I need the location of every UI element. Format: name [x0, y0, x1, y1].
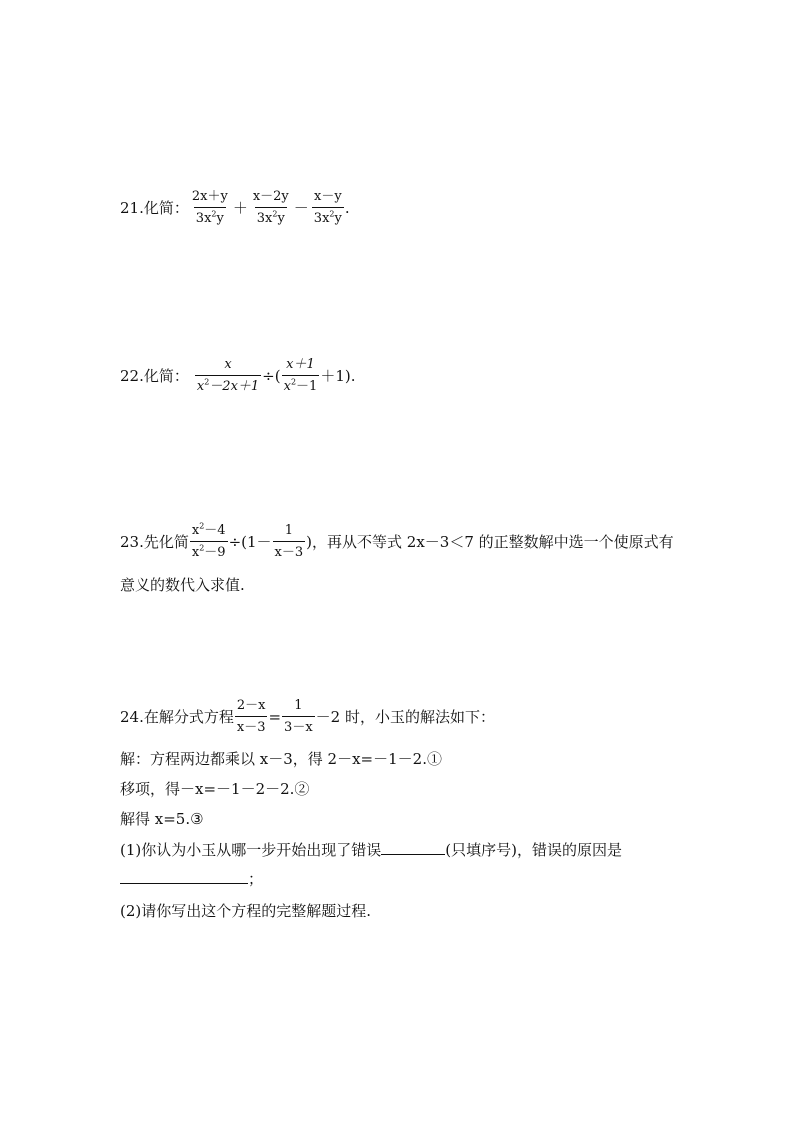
- q24-part-1-text-a: (1)你认为小玉从哪一步开始出现了错误: [120, 841, 382, 859]
- q21-f3-den-post: y: [334, 211, 342, 226]
- q24-f1-numerator: 2－x: [236, 698, 266, 713]
- q22-f2-den-exp: 2: [290, 377, 297, 387]
- q21-f1-den-exp: 2: [211, 209, 217, 219]
- q23-divide-open: ÷(1－: [228, 533, 272, 551]
- question-23: [120, 522, 674, 561]
- q21-f3-denominator: [312, 207, 344, 227]
- q24-f2-numerator: 1: [294, 698, 303, 713]
- q21-f1-den-pre: 3x: [195, 211, 212, 226]
- q24-step-1: 解：方程两边都乘以 x－3，得 2－x=－1－2.①: [120, 750, 442, 768]
- q22-f1-den-rest: －2x＋1: [209, 379, 260, 394]
- q22-f1-numerator: x: [224, 357, 232, 372]
- question-21: [120, 188, 350, 227]
- q21-minus-sign: －: [293, 199, 309, 217]
- q21-f3-den-pre: 3x: [313, 211, 330, 226]
- q21-f2-den-exp: 2: [272, 209, 278, 219]
- q21-f3-numerator: x－y: [313, 189, 342, 204]
- q21-label: 21.化简：: [120, 199, 189, 217]
- q21-f2-numerator: x－2y: [252, 189, 289, 204]
- q22-f2-den-var: x: [283, 379, 291, 394]
- q21-f2-denominator: [255, 207, 287, 227]
- q24-part-2: (2)请你写出这个方程的完整解题过程.: [120, 902, 372, 920]
- q23-f1-num-rest: －4: [204, 523, 226, 538]
- q23-text-line-2: 意义的数代入求值.: [120, 576, 245, 594]
- q22-divide-open: ÷(: [262, 366, 281, 385]
- q23-f1-den-exp: 2: [199, 543, 205, 553]
- q24-part-1-text-b: (只填序号)，错误的原因是: [445, 841, 622, 859]
- q24-answer-blank-reason[interactable]: [120, 869, 248, 884]
- q24-answer-blank-step[interactable]: [381, 840, 445, 855]
- q24-part-1-end: ；: [248, 870, 264, 888]
- q24-step-3: 解得 x=5.③: [120, 810, 204, 828]
- q24-part-1: [120, 839, 622, 860]
- q22-f2-numerator: x＋1: [286, 357, 315, 372]
- q24-f1-denominator: x－3: [235, 716, 268, 736]
- q21-f1-den-post: y: [216, 211, 224, 226]
- q23-fraction-2: [273, 522, 306, 561]
- q21-f2-den-post: y: [277, 211, 285, 226]
- q21-fraction-2: [251, 188, 291, 227]
- q22-label: 22.化简：: [120, 367, 189, 385]
- q24-equals-sign: =: [268, 707, 282, 726]
- q21-f3-den-exp: 2: [329, 209, 335, 219]
- q22-fraction-2: [282, 356, 320, 395]
- q24-fraction-1: [235, 697, 268, 736]
- q23-f2-denominator: x－3: [273, 541, 306, 561]
- q23-fraction-1: [190, 522, 228, 561]
- q23-text-line-1: )，再从不等式 2x－3＜7 的正整数解中选一个使原式有: [306, 533, 674, 551]
- q23-label: 23.先化简: [120, 533, 189, 551]
- question-24: [120, 697, 495, 736]
- q21-f1-denominator: [194, 207, 226, 227]
- q23-f1-den-var: x: [191, 545, 200, 560]
- q22-tail: ＋1).: [320, 367, 356, 385]
- q23-f1-den-rest: －9: [204, 545, 226, 560]
- q23-f1-denominator: [190, 541, 228, 561]
- q23-f1-num-var: x: [191, 523, 200, 538]
- q21-plus-sign: ＋: [232, 199, 248, 217]
- q24-f2-denominator: 3－x: [282, 716, 315, 736]
- q21-fraction-1: [190, 188, 230, 227]
- q21-period: .: [344, 198, 350, 217]
- q24-tail: －2 时，小玉的解法如下：: [315, 708, 495, 726]
- q24-fraction-2: [282, 697, 315, 736]
- q24-part-1-reason: [120, 868, 263, 889]
- q22-f2-den-rest: －1: [296, 379, 318, 394]
- q23-f1-numerator: [190, 522, 228, 541]
- q24-step-2: 移项，得－x=－1－2－2.②: [120, 780, 310, 798]
- q22-f1-denominator: [195, 375, 261, 395]
- q23-f1-num-exp: 2: [199, 521, 205, 531]
- q22-f1-den-var: x: [196, 379, 205, 394]
- q23-f2-numerator: 1: [284, 523, 293, 538]
- q22-f1-den-exp: 2: [204, 377, 210, 387]
- q21-fraction-3: [312, 188, 344, 227]
- question-22: [120, 356, 355, 395]
- q22-f2-denominator: [282, 375, 320, 395]
- q21-f1-numerator: 2x＋y: [191, 189, 228, 204]
- q22-fraction-1: [195, 356, 261, 395]
- q24-label: 24.在解分式方程: [120, 708, 234, 726]
- q21-f2-den-pre: 3x: [256, 211, 273, 226]
